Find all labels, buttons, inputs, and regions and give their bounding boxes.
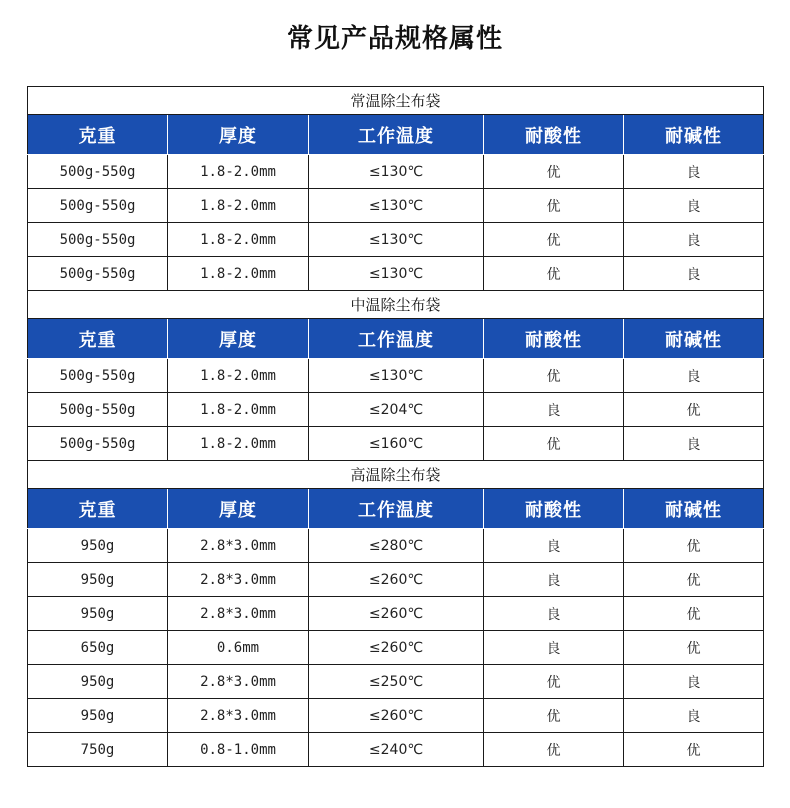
- table-cell: 650g: [28, 631, 168, 665]
- section-title: 高温除尘布袋: [28, 461, 764, 489]
- column-header: 厚度: [168, 319, 309, 359]
- table-cell: 优: [624, 529, 764, 563]
- table-cell: 优: [484, 359, 624, 393]
- section-title-row: [28, 87, 764, 115]
- table-cell: 优: [484, 155, 624, 189]
- table-cell: 优: [484, 223, 624, 257]
- table-cell: ≤130℃: [309, 223, 484, 257]
- table-cell: 1.8-2.0mm: [168, 257, 309, 291]
- table-cell: 0.8-1.0mm: [168, 733, 309, 767]
- table-cell: ≤240℃: [309, 733, 484, 767]
- table-cell: 500g-550g: [28, 189, 168, 223]
- table-cell: ≤260℃: [309, 597, 484, 631]
- table-cell: 1.8-2.0mm: [168, 223, 309, 257]
- table-cell: 2.8*3.0mm: [168, 699, 309, 733]
- table-cell: 优: [484, 733, 624, 767]
- table-row: [28, 733, 764, 767]
- column-header-row: [28, 319, 764, 359]
- table-row: [28, 529, 764, 563]
- table-cell: 优: [484, 257, 624, 291]
- table-cell: ≤160℃: [309, 427, 484, 461]
- table-cell: ≤204℃: [309, 393, 484, 427]
- column-header-row: [28, 115, 764, 155]
- column-header: 工作温度: [309, 115, 484, 155]
- table-cell: ≤280℃: [309, 529, 484, 563]
- table-cell: 优: [624, 733, 764, 767]
- table-row: [28, 427, 764, 461]
- column-header: 克重: [28, 489, 168, 529]
- table-row: [28, 699, 764, 733]
- table-cell: 500g-550g: [28, 359, 168, 393]
- table-cell: ≤260℃: [309, 631, 484, 665]
- table-cell: 2.8*3.0mm: [168, 665, 309, 699]
- table-cell: 500g-550g: [28, 257, 168, 291]
- table-cell: 950g: [28, 699, 168, 733]
- table-row: [28, 393, 764, 427]
- table-cell: 良: [624, 427, 764, 461]
- table-cell: 500g-550g: [28, 155, 168, 189]
- column-header: 耐碱性: [624, 319, 764, 359]
- table-cell: 1.8-2.0mm: [168, 189, 309, 223]
- column-header: 克重: [28, 319, 168, 359]
- table-cell: 良: [624, 223, 764, 257]
- table-cell: 优: [624, 393, 764, 427]
- table-cell: 优: [624, 631, 764, 665]
- table-cell: ≤260℃: [309, 563, 484, 597]
- section-title-row: [28, 461, 764, 489]
- spec-table: [27, 86, 764, 767]
- table-cell: 0.6mm: [168, 631, 309, 665]
- table-cell: 良: [624, 189, 764, 223]
- table-cell: 950g: [28, 597, 168, 631]
- section-title: 常温除尘布袋: [28, 87, 764, 115]
- table-cell: 500g-550g: [28, 393, 168, 427]
- table-cell: 500g-550g: [28, 223, 168, 257]
- table-cell: 优: [484, 427, 624, 461]
- column-header: 耐酸性: [484, 115, 624, 155]
- table-row: [28, 257, 764, 291]
- table-cell: 1.8-2.0mm: [168, 393, 309, 427]
- table-cell: 2.8*3.0mm: [168, 563, 309, 597]
- table-cell: ≤130℃: [309, 155, 484, 189]
- table-cell: ≤260℃: [309, 699, 484, 733]
- column-header: 耐碱性: [624, 115, 764, 155]
- column-header: 克重: [28, 115, 168, 155]
- table-cell: 950g: [28, 529, 168, 563]
- table-row: [28, 597, 764, 631]
- table-cell: ≤130℃: [309, 257, 484, 291]
- table-cell: 950g: [28, 665, 168, 699]
- table-cell: 良: [624, 257, 764, 291]
- table-cell: 优: [624, 563, 764, 597]
- table-cell: 良: [624, 155, 764, 189]
- table-cell: 良: [484, 393, 624, 427]
- table-cell: 良: [484, 529, 624, 563]
- table-row: [28, 189, 764, 223]
- table-cell: 优: [624, 597, 764, 631]
- table-cell: 优: [484, 189, 624, 223]
- table-cell: 良: [624, 699, 764, 733]
- table-cell: 良: [484, 597, 624, 631]
- column-header: 工作温度: [309, 489, 484, 529]
- table-cell: 1.8-2.0mm: [168, 427, 309, 461]
- column-header: 工作温度: [309, 319, 484, 359]
- table-cell: 1.8-2.0mm: [168, 155, 309, 189]
- table-cell: 1.8-2.0mm: [168, 359, 309, 393]
- column-header: 耐碱性: [624, 489, 764, 529]
- section-title: 中温除尘布袋: [28, 291, 764, 319]
- table-cell: 2.8*3.0mm: [168, 529, 309, 563]
- table-cell: 2.8*3.0mm: [168, 597, 309, 631]
- table-row: [28, 563, 764, 597]
- table-cell: 良: [484, 631, 624, 665]
- table-row: [28, 665, 764, 699]
- table-cell: 500g-550g: [28, 427, 168, 461]
- table-cell: 750g: [28, 733, 168, 767]
- table-cell: 950g: [28, 563, 168, 597]
- table-row: [28, 223, 764, 257]
- column-header: 耐酸性: [484, 489, 624, 529]
- column-header: 厚度: [168, 489, 309, 529]
- table-cell: 优: [484, 699, 624, 733]
- table-cell: 良: [484, 563, 624, 597]
- table-cell: ≤130℃: [309, 189, 484, 223]
- page-title: 常见产品规格属性: [286, 24, 503, 54]
- table-cell: ≤130℃: [309, 359, 484, 393]
- table-cell: 良: [624, 665, 764, 699]
- table-row: [28, 155, 764, 189]
- column-header-row: [28, 489, 764, 529]
- table-cell: 良: [624, 359, 764, 393]
- table-cell: ≤250℃: [309, 665, 484, 699]
- table-row: [28, 359, 764, 393]
- table-cell: 优: [484, 665, 624, 699]
- column-header: 耐酸性: [484, 319, 624, 359]
- table-body: [28, 87, 764, 767]
- column-header: 厚度: [168, 115, 309, 155]
- section-title-row: [28, 291, 764, 319]
- table-row: [28, 631, 764, 665]
